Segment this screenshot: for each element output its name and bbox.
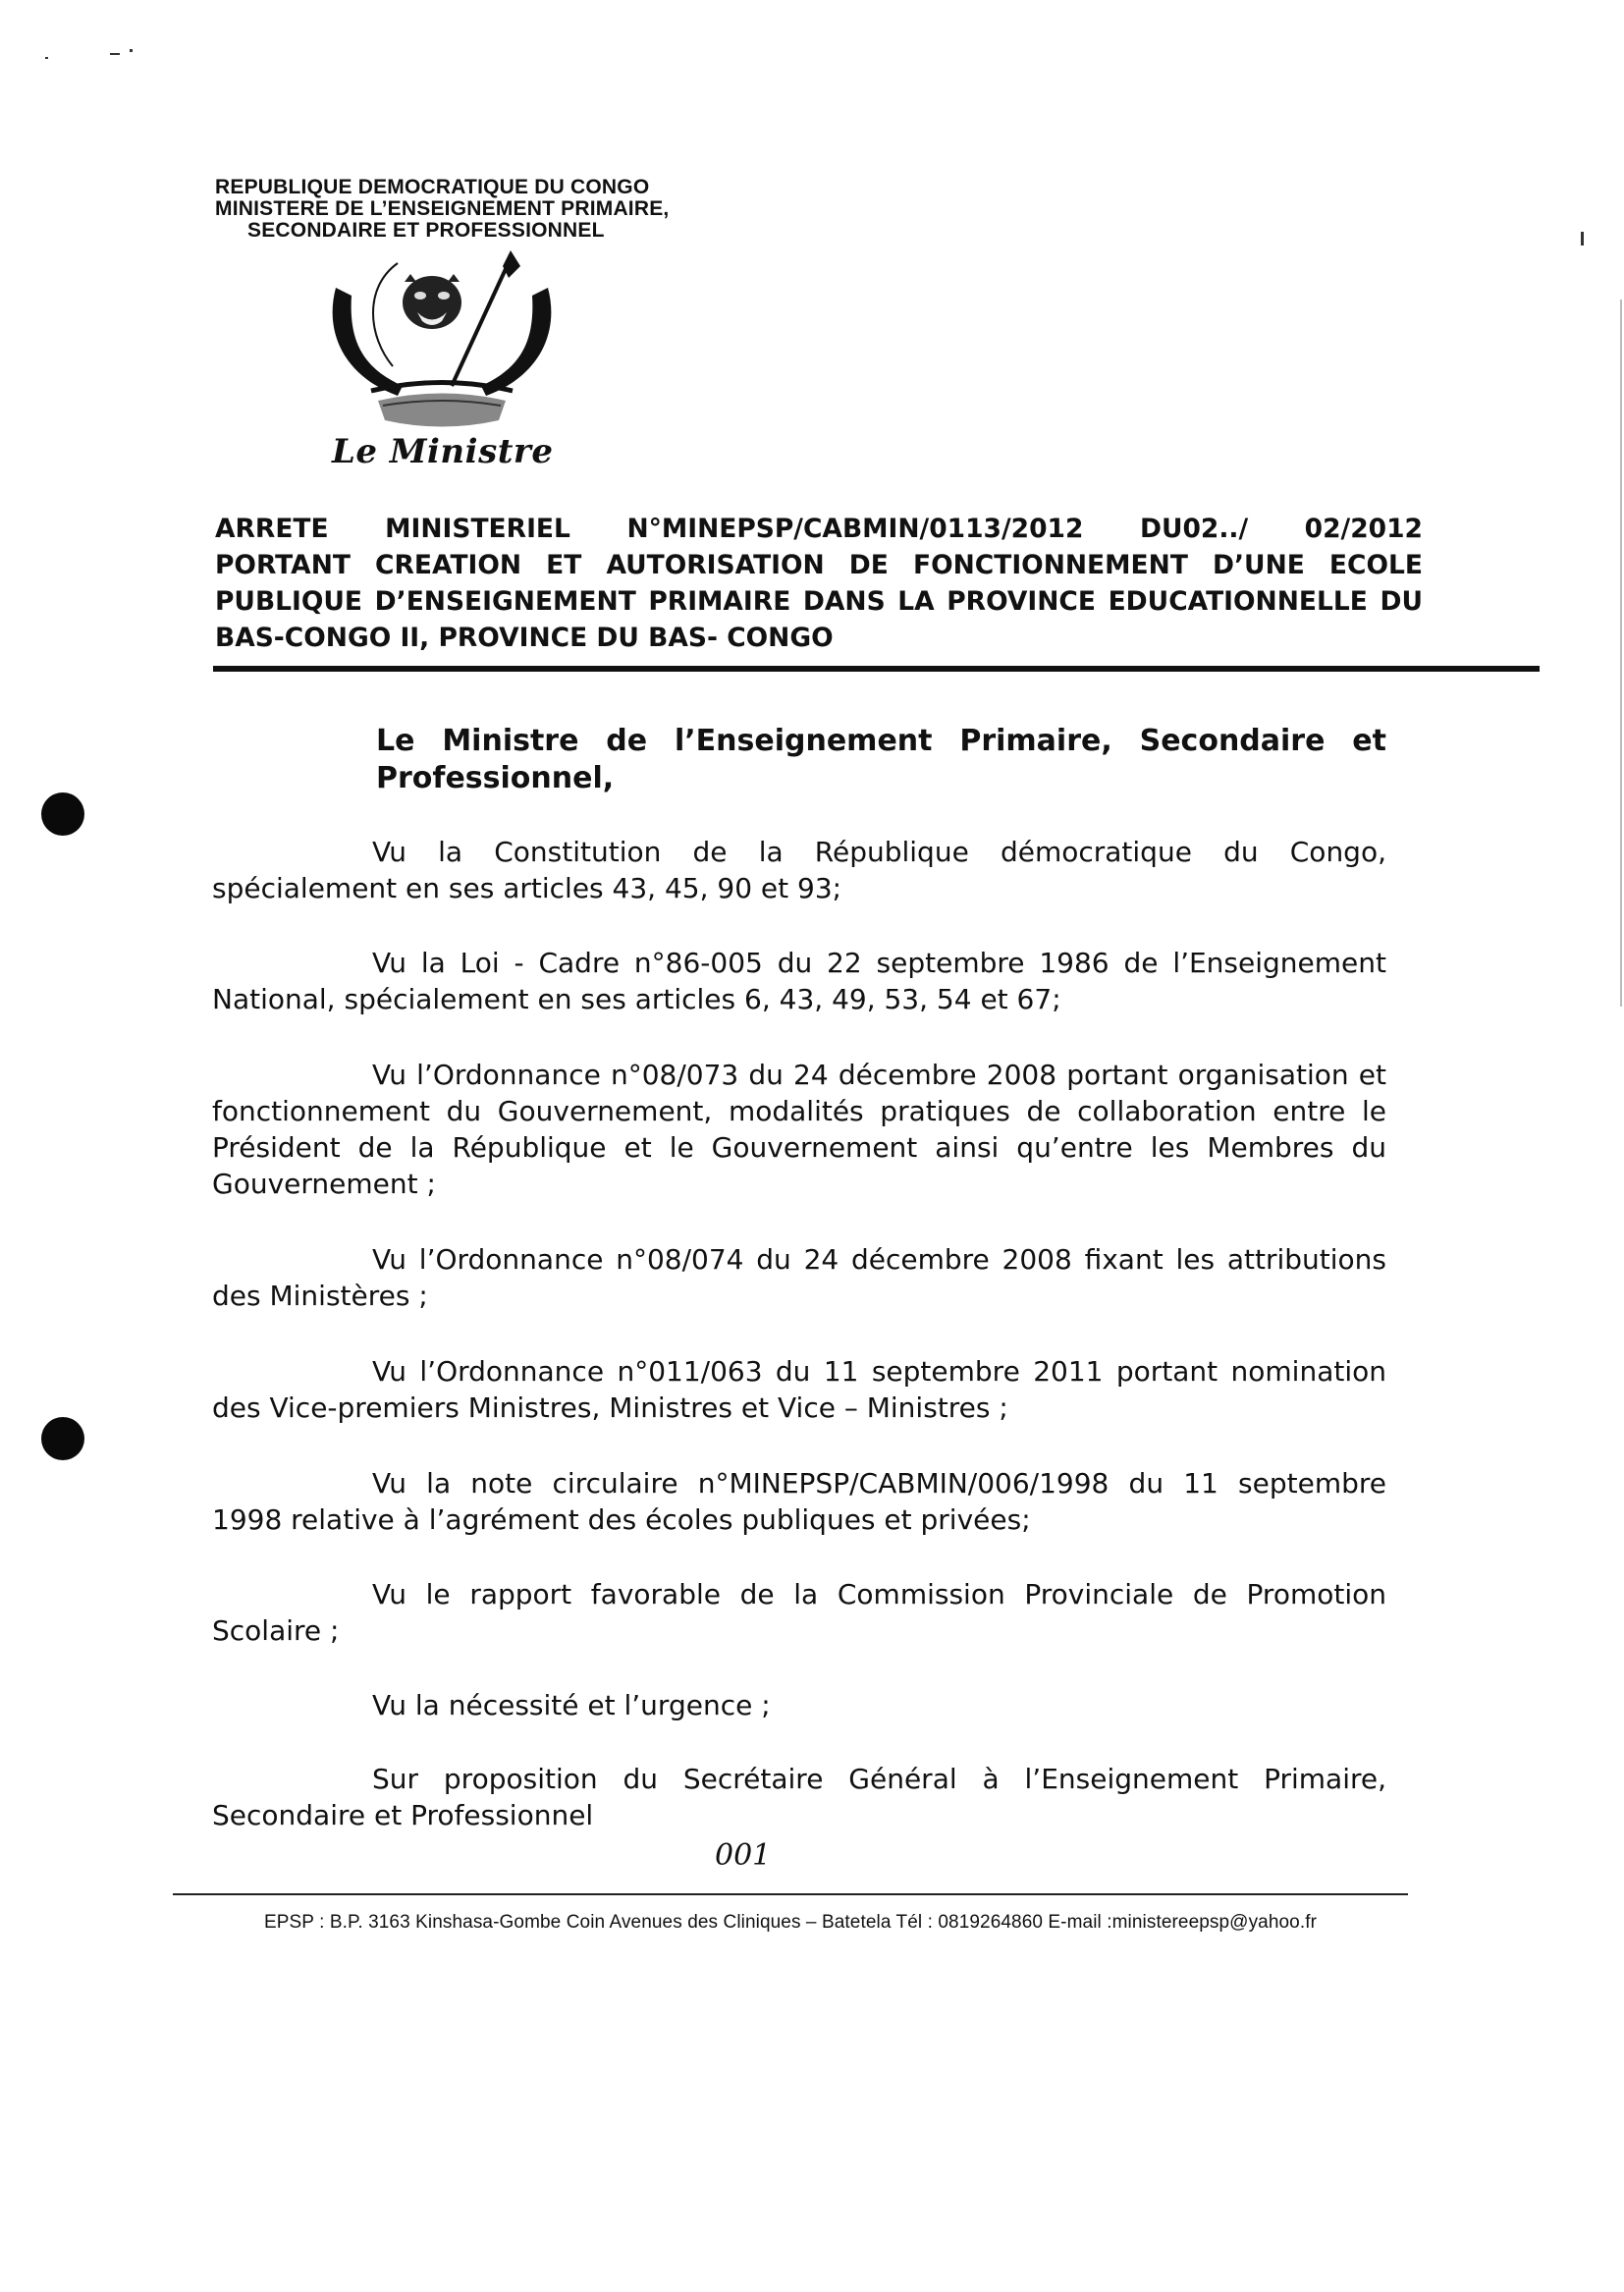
punch-hole — [41, 792, 84, 836]
paragraph-ordonnance-011-063: Vu l’Ordonnance n°011/063 du 11 septembre 2011 portant nomination des Vice-premiers Ministres, Ministres et Vice – Ministres ; — [212, 1355, 1386, 1424]
footer-divider — [173, 1893, 1408, 1895]
paragraph-rapport: Vu le rapport favorable de la Commission Provinciale de Promotion Scolaire ; — [212, 1578, 1386, 1647]
paragraph-ordonnance-08-074: Vu l’Ordonnance n°08/074 du 24 décembre 2008 fixant les attributions des Ministères ; — [212, 1243, 1386, 1312]
coat-of-arms-icon — [324, 248, 560, 445]
paragraph-constitution: Vu la Constitution de la République démocratique du Congo, spécialement en ses articles 43, 45, 90 et 93; — [212, 836, 1386, 904]
footer-address: EPSP : B.P. 3163 Kinshasa-Gombe Coin Avenues des Cliniques – Batetela Tél : 0819264860 E-mail :ministereepsp@yahoo.fr — [263, 1912, 1318, 1933]
minister-heading-line: Professionnel, — [376, 761, 615, 795]
paragraph-ordonnance-08-073: Vu l’Ordonnance n°08/073 du 24 décembre 2008 portant organisation et fonctionnement du Gouvernement, modalités pratiques de collaboration entre le Président de la République et le Gouvernement ainsi qu’entre les Membres du Gouvernement ; — [212, 1059, 1386, 1200]
letterhead-ministry: MINISTERE DE L’ENSEIGNEMENT PRIMAIRE, — [215, 197, 670, 220]
scan-edge-line — [1620, 300, 1622, 1007]
letterhead — [215, 177, 765, 242]
decree-title-line: ARRETE MINISTERIEL N°MINEPSP/CABMIN/0113/2012 DU02../ 02/2012 — [215, 514, 1423, 544]
letterhead-ministry-cont: SECONDAIRE ET PROFESSIONNEL — [247, 219, 605, 242]
paragraph-necessite: Vu la nécessité et l’urgence ; — [372, 1689, 771, 1721]
decree-title-line: PORTANT CREATION ET AUTORISATION DE FONCTIONNEMENT D’UNE ECOLE — [215, 550, 1423, 580]
minister-signature-label: Le Ministre — [332, 432, 554, 471]
letterhead-republic: REPUBLIQUE DEMOCRATIQUE DU CONGO — [215, 176, 650, 198]
scan-speck — [110, 53, 120, 55]
page-number: 001 — [715, 1838, 772, 1873]
decree-title-line: BAS-CONGO II, PROVINCE DU BAS- CONGO — [215, 623, 834, 653]
minister-heading-line: Le Ministre de l’Enseignement Primaire, Secondaire et — [376, 724, 1386, 758]
paragraph-note-circulaire: Vu la note circulaire n°MINEPSP/CABMIN/006/1998 du 11 septembre 1998 relative à l’agrément des écoles publiques et privées; — [212, 1467, 1386, 1536]
decree-title-line: PUBLIQUE D’ENSEIGNEMENT PRIMAIRE DANS LA PROVINCE EDUCATIONNELLE DU — [215, 586, 1423, 617]
decree-title — [215, 511, 1423, 656]
scan-speck — [1581, 232, 1584, 246]
title-divider — [213, 666, 1540, 672]
scan-speck — [45, 57, 48, 59]
minister-heading — [376, 723, 1386, 797]
paragraph-loi-cadre: Vu la Loi - Cadre n°86-005 du 22 septembre 1986 de l’Enseignement National, spécialement en ses articles 6, 43, 49, 53, 54 et 67; — [212, 947, 1386, 1015]
paragraph-proposition: Sur proposition du Secrétaire Général à l’Enseignement Primaire, Secondaire et Professionnel — [212, 1763, 1386, 1831]
punch-hole — [41, 1417, 84, 1460]
scan-speck — [130, 49, 133, 52]
